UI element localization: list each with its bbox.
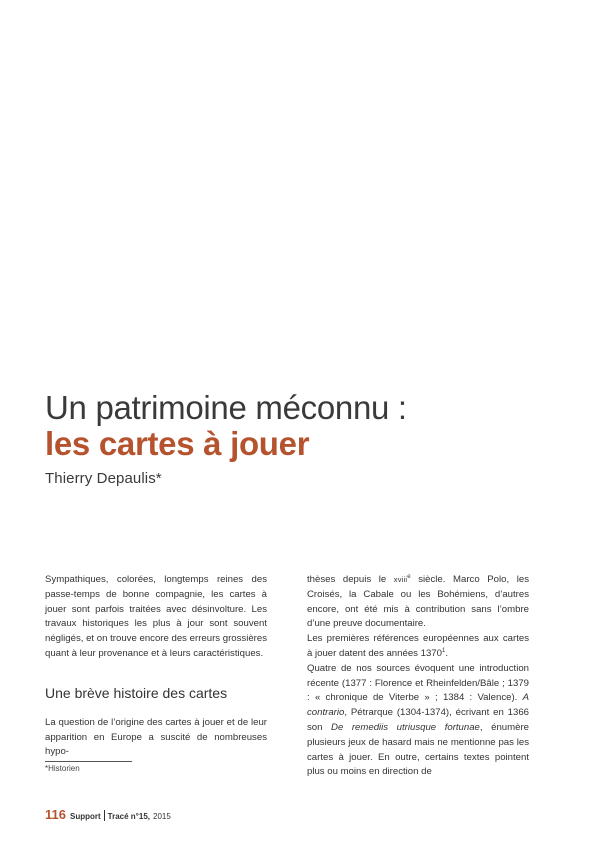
- section-heading: Une brève histoire des cartes: [45, 684, 228, 701]
- footnote-divider: [45, 761, 132, 762]
- section-paragraph: La question de l’origine des cartes à jouer et de leur apparition en Europe a suscité de nombreuses hypo-: [45, 716, 267, 758]
- footer-separator: [104, 810, 105, 821]
- paragraph-sources: [307, 662, 529, 780]
- text-column-left: [45, 573, 267, 760]
- sources-italic-contrario: A contrario: [307, 692, 529, 719]
- footer-journal: Tracé n°15,: [107, 812, 150, 821]
- sources-text-1: Quatre de nos sources évoquent une introduction récente (1377 : Florence et Rheinfelden/Bâle ; 1379 : « chronique de Viterbe » ; 1384 : Valence).: [307, 662, 529, 704]
- intro-paragraph: Sympathiques, colorées, longtemps reines des passe-temps de bonne compagnie, les cartes à jouer sont parfois traitées avec désinvolture. Les travaux historiques les plus à jour sont souvent négligés, et on trouve encore des erreurs grossières quant à leur provenance et à leurs caractéristiques.: [45, 574, 267, 659]
- footnote-ref-1: 1: [441, 647, 446, 654]
- article-author: Thierry Depaulis*: [45, 470, 162, 487]
- text-column-right: [307, 573, 529, 780]
- paragraph-origins-start: thèses depuis le: [307, 574, 394, 585]
- first-references-text: Les premières références européennes aux cartes à jouer datent des années 1370: [307, 633, 529, 659]
- page-number: 116: [45, 807, 66, 822]
- paragraph-first-references: [307, 632, 529, 662]
- sources-text-3: , énumère plusieurs jeux de hasard mais ne mentionne pas les cartes à jouer. En outre, certains textes pointent plus ou moins en direction de: [307, 721, 529, 778]
- footnote-author: *Historien: [45, 764, 80, 773]
- sources-italic-remediis: De remediis utriusque fortunae: [331, 721, 480, 733]
- footer-year: 2015: [153, 812, 171, 821]
- page-footer: [45, 807, 171, 822]
- sources-text-2: , Pétrarque (1304-1374), écrivant en 1366 son: [307, 707, 529, 733]
- footer-section: Support: [69, 812, 101, 821]
- article-title-line1: Un patrimoine méconnu :: [45, 389, 407, 426]
- century-suffix: e: [407, 573, 411, 580]
- paragraph-origins: [307, 573, 529, 632]
- paragraph-origins-end: siècle. Marco Polo, les Croisés, la Cabale ou les Bohémiens, d’autres encore, ont été mis à contribution sans l’ombre d’une preuve documentaire.: [307, 574, 530, 630]
- first-references-period: .: [445, 647, 448, 659]
- title-block: [45, 390, 565, 487]
- century-numeral: xviii: [393, 575, 408, 584]
- article-title-line2: les cartes à jouer: [45, 425, 310, 462]
